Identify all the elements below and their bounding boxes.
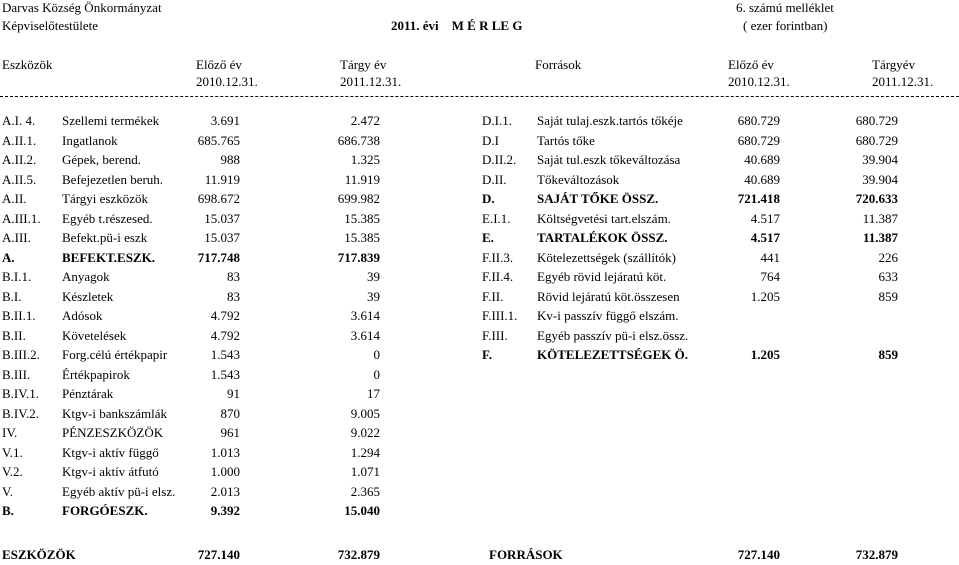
assets-prev-year-header: Előző év: [196, 57, 242, 72]
asset-row-code: IV.: [2, 425, 18, 440]
asset-row-code: B.I.: [2, 289, 22, 304]
liab-row-name: Egyéb rövid lejáratú köt.: [537, 269, 667, 284]
asset-row-name: Értékpapirok: [62, 367, 130, 382]
asset-row-curr: 0: [373, 367, 380, 382]
asset-row-name: Befekt.pü-i eszk: [62, 230, 148, 245]
liab-row-code: E.: [482, 230, 494, 245]
liab-total-label: FORRÁSOK: [489, 547, 563, 562]
asset-row-curr: 15.040: [344, 503, 380, 518]
asset-row-curr: 17: [367, 386, 380, 401]
liab-prev-date-header: 2010.12.31.: [728, 74, 790, 89]
asset-row-code: A.II.2.: [2, 152, 37, 167]
asset-row-name: Egyéb t.részesed.: [62, 211, 153, 226]
liab-row-name: TARTALÉKOK ÖSSZ.: [537, 230, 668, 245]
asset-row-curr: 15.385: [344, 230, 380, 245]
asset-row-prev: 698.672: [197, 191, 240, 206]
liab-row-name: Tartós tőke: [537, 133, 595, 148]
org-body: Képviselőtestülete: [2, 18, 99, 33]
liab-row-name: Saját tulaj.eszk.tartós tőkéje: [537, 113, 683, 128]
liab-row-name: SAJÁT TŐKE ÖSSZ.: [537, 191, 659, 206]
liab-curr-date-header: 2011.12.31.: [872, 74, 934, 89]
header-separator: [0, 96, 959, 97]
asset-row-curr: 686.738: [337, 133, 380, 148]
asset-row-name: Készletek: [62, 289, 114, 304]
liab-row-code: D.: [482, 191, 495, 206]
asset-row-code: V.: [2, 484, 13, 499]
asset-row-name: Ktgv-i bankszámlák: [62, 406, 168, 421]
asset-row-curr: 39: [367, 269, 380, 284]
assets-curr-year-header: Tárgy év: [340, 57, 387, 72]
liab-header: Források: [535, 57, 582, 72]
asset-row-code: A.II.: [2, 191, 27, 206]
asset-row-prev: 2.013: [210, 484, 240, 499]
liab-row-code: F.II.3.: [482, 250, 514, 265]
liab-row-curr: 39.904: [862, 152, 898, 167]
asset-row-curr: 9.005: [350, 406, 380, 421]
liab-row-curr: 39.904: [862, 172, 898, 187]
asset-row-code: A.III.: [2, 230, 31, 245]
asset-row-curr: 699.982: [337, 191, 380, 206]
assets-total-prev: 727.140: [197, 547, 240, 562]
liab-row-curr: 720.633: [855, 191, 898, 206]
asset-row-name: Követelések: [62, 328, 127, 343]
liab-row-curr: 226: [878, 250, 898, 265]
liab-row-prev: 1.205: [750, 289, 780, 304]
asset-row-prev: 4.792: [210, 328, 240, 343]
liab-row-code: F.III.: [482, 328, 508, 343]
asset-row-name: Pénztárak: [62, 386, 114, 401]
asset-row-prev: 1.000: [210, 464, 240, 479]
liab-row-prev: 40.689: [744, 172, 780, 187]
asset-row-curr: 3.614: [350, 328, 380, 343]
liab-total-prev: 727.140: [737, 547, 780, 562]
asset-row-prev: 870: [220, 406, 240, 421]
asset-row-name: Szellemi termékek: [62, 113, 160, 128]
liab-row-prev: 1.205: [750, 347, 780, 362]
asset-row-code: B.III.2.: [2, 347, 40, 362]
liab-row-name: Kötelezettségek (szállítók): [537, 250, 676, 265]
unit-label: ( ezer forintban): [743, 18, 828, 33]
asset-row-curr: 9.022: [350, 425, 380, 440]
liab-curr-year-header: Tárgyév: [872, 57, 916, 72]
asset-row-code: A.II.5.: [2, 172, 37, 187]
liab-row-code: F.: [482, 347, 492, 362]
asset-row-prev: 1.013: [210, 445, 240, 460]
liab-row-prev: 4.517: [750, 211, 780, 226]
asset-row-prev: 685.765: [197, 133, 240, 148]
asset-row-prev: 717.748: [197, 250, 240, 265]
liab-row-prev: 441: [760, 250, 780, 265]
asset-row-name: Egyéb aktív pü-i elsz.: [62, 484, 176, 499]
annex-label: 6. számú melléklet: [736, 0, 834, 15]
liab-row-name: Költségvetési tart.elszám.: [537, 211, 671, 226]
liab-row-code: F.II.4.: [482, 269, 514, 284]
liab-row-curr: 859: [878, 347, 898, 362]
assets-prev-date-header: 2010.12.31.: [196, 74, 258, 89]
liab-row-code: D.I: [482, 133, 499, 148]
asset-row-code: B.III.: [2, 367, 31, 382]
liab-row-code: D.I.1.: [482, 113, 512, 128]
liab-row-curr: 11.387: [862, 230, 898, 245]
asset-row-name: Ingatlanok: [62, 133, 118, 148]
liab-prev-year-header: Előző év: [728, 57, 774, 72]
liab-row-name: Egyéb passzív pü-i elsz.össz.: [537, 328, 689, 343]
asset-row-curr: 2.472: [350, 113, 380, 128]
asset-row-code: A.: [2, 250, 15, 265]
asset-row-curr: 1.294: [350, 445, 380, 460]
liab-row-code: D.II.2.: [482, 152, 517, 167]
asset-row-name: Adósok: [62, 308, 103, 323]
asset-row-curr: 1.071: [350, 464, 380, 479]
asset-row-curr: 15.385: [344, 211, 380, 226]
liab-row-name: Rövid lejáratú köt.összesen: [537, 289, 680, 304]
asset-row-code: A.I. 4.: [2, 113, 36, 128]
asset-row-name: FORGÓESZK.: [62, 503, 148, 518]
liab-row-code: E.I.1.: [482, 211, 511, 226]
asset-row-curr: 2.365: [350, 484, 380, 499]
liab-row-code: D.II.: [482, 172, 507, 187]
asset-row-code: V.2.: [2, 464, 23, 479]
assets-total-curr: 732.879: [337, 547, 380, 562]
asset-row-name: Befejezetlen beruh.: [62, 172, 164, 187]
asset-row-code: A.III.1.: [2, 211, 41, 226]
liab-row-prev: 4.517: [750, 230, 780, 245]
asset-row-code: B.II.1.: [2, 308, 36, 323]
org-name: Darvas Község Önkormányzat: [2, 0, 162, 15]
asset-row-name: PÉNZESZKÖZÖK: [62, 425, 164, 440]
asset-row-prev: 91: [227, 386, 240, 401]
page-title: 2011. évi M É R LE G: [391, 18, 523, 33]
asset-row-code: B.: [2, 503, 14, 518]
liab-row-name: Kv-i passzív függő elszám.: [537, 308, 679, 323]
liab-row-prev: 721.418: [737, 191, 780, 206]
asset-row-curr: 717.839: [337, 250, 380, 265]
liab-row-prev: 764: [760, 269, 780, 284]
asset-row-prev: 1.543: [210, 367, 240, 382]
asset-row-code: A.II.1.: [2, 133, 37, 148]
asset-row-prev: 15.037: [204, 211, 240, 226]
asset-row-code: B.IV.2.: [2, 406, 39, 421]
asset-row-name: BEFEKT.ESZK.: [62, 250, 155, 265]
liab-row-prev: 40.689: [744, 152, 780, 167]
asset-row-curr: 3.614: [350, 308, 380, 323]
asset-row-code: B.II.: [2, 328, 26, 343]
asset-row-curr: 1.325: [350, 152, 380, 167]
asset-row-prev: 1.543: [210, 347, 240, 362]
asset-row-prev: 83: [227, 289, 240, 304]
assets-header: Eszközök: [2, 57, 53, 72]
liab-row-curr: 11.387: [862, 211, 898, 226]
asset-row-prev: 9.392: [210, 503, 240, 518]
liab-row-name: Tőkeváltozások: [537, 172, 620, 187]
asset-row-prev: 961: [220, 425, 240, 440]
asset-row-prev: 4.792: [210, 308, 240, 323]
asset-row-curr: 39: [367, 289, 380, 304]
asset-row-prev: 15.037: [204, 230, 240, 245]
asset-row-name: Gépek, berend.: [62, 152, 142, 167]
liab-row-curr: 633: [878, 269, 898, 284]
liab-row-curr: 680.729: [855, 113, 898, 128]
asset-row-code: B.I.1.: [2, 269, 32, 284]
asset-row-prev: 11.919: [204, 172, 240, 187]
asset-row-name: Tárgyi eszközök: [62, 191, 149, 206]
asset-row-code: B.IV.1.: [2, 386, 39, 401]
liab-row-prev: 680.729: [737, 133, 780, 148]
asset-row-name: Ktgv-i aktív átfutó: [62, 464, 159, 479]
asset-row-prev: 3.691: [210, 113, 240, 128]
asset-row-name: Forg.célú értékpapir: [62, 347, 168, 362]
asset-row-curr: 11.919: [344, 172, 380, 187]
asset-row-prev: 988: [220, 152, 240, 167]
liab-row-code: F.III.1.: [482, 308, 518, 323]
liab-row-curr: 859: [878, 289, 898, 304]
liab-row-prev: 680.729: [737, 113, 780, 128]
liab-row-code: F.II.: [482, 289, 504, 304]
liab-row-name: KÖTELEZETTSÉGEK Ö.: [537, 347, 688, 362]
liab-row-name: Saját tul.eszk tőkeváltozása: [537, 152, 681, 167]
asset-row-curr: 0: [373, 347, 380, 362]
asset-row-prev: 83: [227, 269, 240, 284]
asset-row-name: Anyagok: [62, 269, 110, 284]
assets-total-label: ESZKÖZÖK: [2, 547, 76, 562]
assets-curr-date-header: 2011.12.31.: [340, 74, 402, 89]
asset-row-name: Ktgv-i aktív függő: [62, 445, 159, 460]
liab-total-curr: 732.879: [855, 547, 898, 562]
liab-row-curr: 680.729: [855, 133, 898, 148]
asset-row-code: V.1.: [2, 445, 23, 460]
